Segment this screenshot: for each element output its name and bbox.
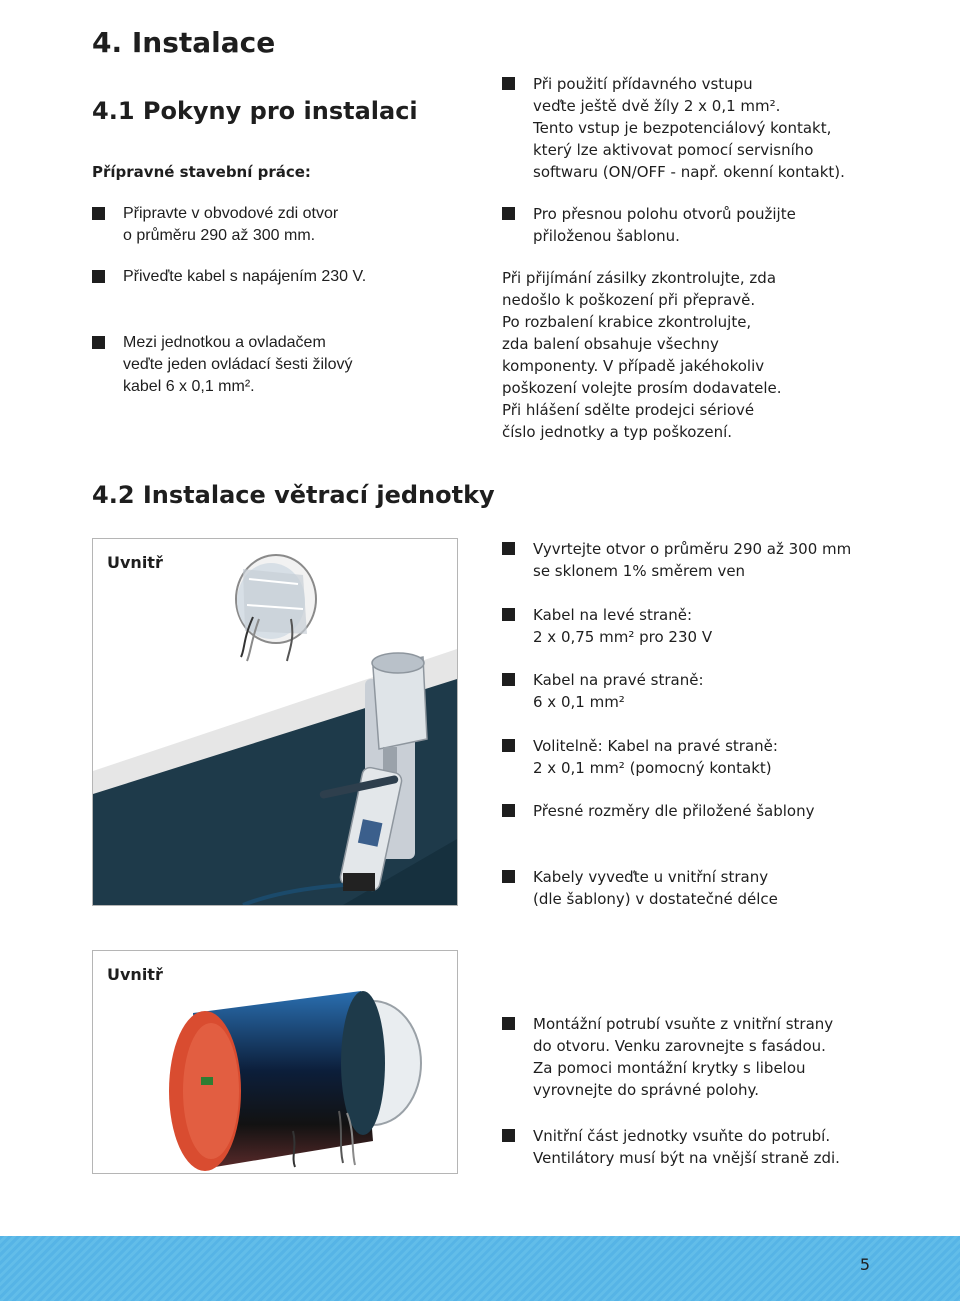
figure-label-inside: Uvnitř bbox=[107, 553, 163, 572]
right-bullet-item bbox=[502, 73, 845, 183]
right-bullet-text: Pro přesnou polohu otvorů použijte přiloženou šablonu. bbox=[533, 205, 796, 245]
left-bullet-item bbox=[92, 203, 338, 247]
figure1-bullet-item bbox=[502, 735, 778, 779]
left-bullet-item bbox=[92, 332, 353, 398]
page-number: 5 bbox=[859, 1255, 870, 1274]
figure1-bullet-text: Volitelně: Kabel na pravé straně: 2 x 0,1 mm² (pomocný kontakt) bbox=[533, 737, 778, 777]
bullet-square-icon bbox=[502, 608, 515, 621]
bullet-square-icon bbox=[502, 542, 515, 555]
bullet-square-icon bbox=[502, 77, 515, 90]
left-bullet-text: Mezi jednotkou a ovladačem veďte jeden ovládací šesti žilový kabel 6 x 0,1 mm². bbox=[123, 334, 353, 395]
section-title-4-1: 4.1 Pokyny pro instalaci bbox=[92, 97, 418, 125]
figure1-bullet-text: Vyvrtejte otvor o průměru 290 až 300 mm se sklonem 1% směrem ven bbox=[533, 540, 852, 580]
bullet-square-icon bbox=[502, 673, 515, 686]
figure1-bullet-item bbox=[502, 604, 712, 648]
chapter-title: 4. Instalace bbox=[92, 26, 276, 59]
right-bullet-item bbox=[502, 203, 796, 247]
bullet-square-icon bbox=[502, 207, 515, 220]
figure2-bullet-text: Montážní potrubí vsuňte z vnitřní strany do otvoru. Venku zarovnejte s fasádou. Za pomoci montážní krytky s libelou vyrovnejte do správné polohy. bbox=[533, 1015, 834, 1099]
bullet-square-icon bbox=[502, 870, 515, 883]
subheading-preparation: Přípravné stavební práce: bbox=[92, 163, 311, 181]
bullet-square-icon bbox=[92, 207, 105, 220]
delivery-check-paragraph: Při přijímání zásilky zkontrolujte, zda nedošlo k poškození při přepravě. Po rozbalení krabice zkontrolujte, zda balení obsahuje všechny komponenty. V případě jakéhokoliv poškození volejte prosím dodavatele. Při hlášení sdělte prodejci sériové číslo jednotky a typ poškození. bbox=[502, 269, 782, 441]
wall-tube-illustration bbox=[93, 951, 457, 1173]
figure1-bullet-text: Kabely vyveďte u vnitřní strany (dle šablony) v dostatečné délce bbox=[533, 868, 778, 908]
bullet-square-icon bbox=[92, 336, 105, 349]
bullet-square-icon bbox=[502, 739, 515, 752]
figure1-bullet-text: Přesné rozměry dle přiložené šablony bbox=[533, 802, 815, 820]
left-bullet-text: Přiveďte kabel s napájením 230 V. bbox=[123, 268, 367, 285]
figure1-bullet-item bbox=[502, 669, 704, 713]
figure-tube bbox=[92, 950, 458, 1174]
right-bullet-text: Při použití přídavného vstupu veďte ještě dvě žíly 2 x 0,1 mm². Tento vstup je bezpotenciálový kontakt, který lze aktivovat pomocí servisního softwaru (ON/OFF - např. okenní kontakt). bbox=[533, 75, 845, 181]
section-title-4-2: 4.2 Instalace větrací jednotky bbox=[92, 481, 495, 509]
figure1-bullet-item bbox=[502, 866, 778, 910]
figure1-bullet-text: Kabel na levé straně: 2 x 0,75 mm² pro 230 V bbox=[533, 606, 713, 646]
figure-label-inside: Uvnitř bbox=[107, 965, 163, 984]
left-bullet-text: Připravte v obvodové zdi otvor o průměru 290 až 300 mm. bbox=[123, 205, 339, 244]
bullet-square-icon bbox=[502, 1129, 515, 1142]
figure2-bullet-item bbox=[502, 1013, 833, 1101]
bullet-square-icon bbox=[502, 804, 515, 817]
figure1-bullet-text: Kabel na pravé straně: 6 x 0,1 mm² bbox=[533, 671, 704, 711]
figure2-bullet-text: Vnitřní část jednotky vsuňte do potrubí. Ventilátory musí být na vnější straně zdi. bbox=[533, 1127, 840, 1167]
bullet-square-icon bbox=[92, 270, 105, 283]
bullet-square-icon bbox=[502, 1017, 515, 1030]
figure1-bullet-item bbox=[502, 800, 814, 822]
left-bullet-item bbox=[92, 266, 366, 288]
page-footer-band bbox=[0, 1236, 960, 1301]
figure2-bullet-item bbox=[502, 1125, 840, 1169]
figure1-bullet-item bbox=[502, 538, 851, 582]
figure-drilling bbox=[92, 538, 458, 906]
core-drill-illustration bbox=[93, 539, 457, 905]
